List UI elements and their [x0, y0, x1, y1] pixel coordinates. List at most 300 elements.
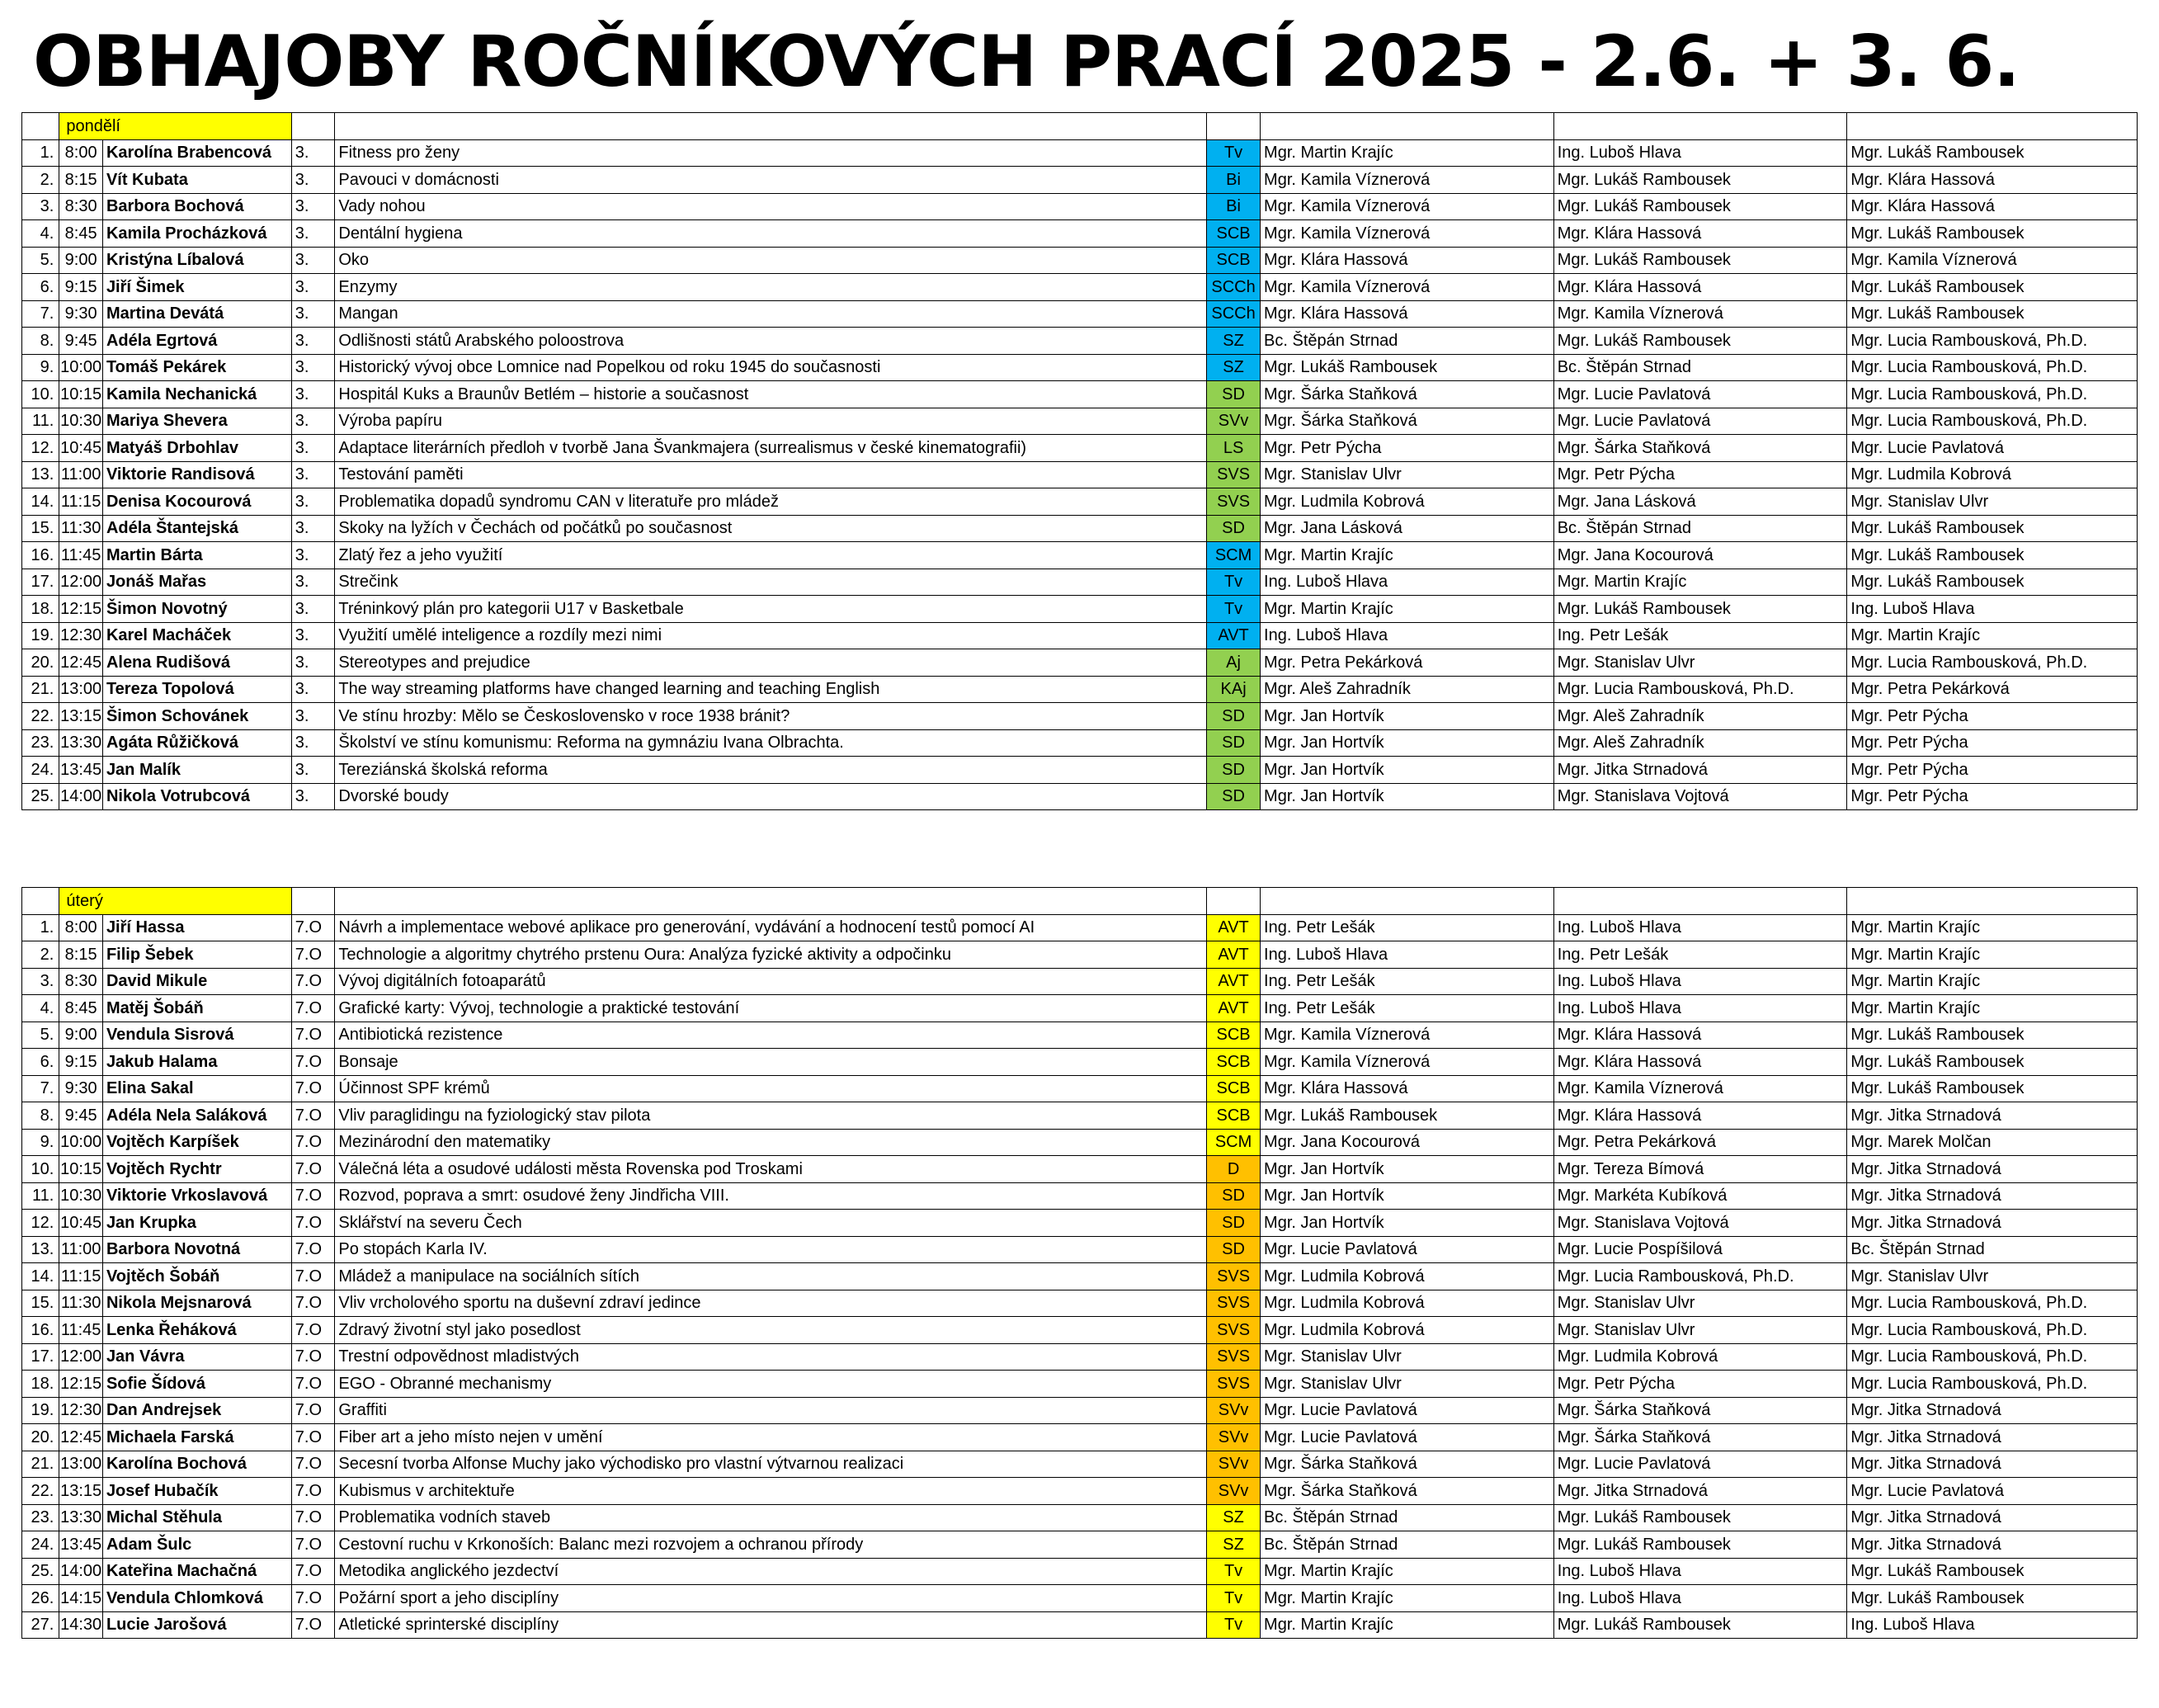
- time-cell: 14:15: [59, 1585, 103, 1612]
- supervisor-cell: Mgr. Kamila Víznerová: [1261, 193, 1554, 220]
- student-name-cell: Lucie Jarošová: [102, 1611, 291, 1639]
- thesis-title-cell: Po stopách Karla IV.: [335, 1236, 1207, 1263]
- row-number-cell: 17.: [22, 1343, 59, 1371]
- time-cell: 9:15: [59, 274, 103, 301]
- chair-cell: Mgr. Lukáš Rambousek: [1847, 1585, 2138, 1612]
- supervisor-cell: Bc. Štěpán Strnad: [1261, 1531, 1554, 1559]
- thesis-title-cell: Využití umělé inteligence a rozdíly mezi nimi: [335, 622, 1207, 649]
- student-name-cell: Karolína Brabencová: [102, 139, 291, 167]
- class-cell: 3.: [291, 729, 335, 757]
- student-name-cell: Kristýna Líbalová: [102, 247, 291, 274]
- student-name-cell: Viktorie Vrkoslavová: [102, 1182, 291, 1210]
- student-name-cell: Denisa Kocourová: [102, 488, 291, 516]
- chair-cell: Mgr. Petr Pýcha: [1847, 783, 2138, 810]
- time-cell: 12:30: [59, 1397, 103, 1424]
- time-cell: 8:15: [59, 167, 103, 194]
- subject-cell: SCB: [1207, 1075, 1261, 1102]
- subject-cell: SVv: [1207, 408, 1261, 435]
- thesis-title-cell: Vady nohou: [335, 193, 1207, 220]
- student-name-cell: Adéla Štantejská: [102, 515, 291, 542]
- supervisor-cell: Mgr. Lukáš Rambousek: [1261, 354, 1554, 381]
- table-row: [22, 783, 2138, 810]
- thesis-title-cell: Školství ve stínu komunismu: Reforma na gymnáziu Ivana Olbrachta.: [335, 729, 1207, 757]
- row-number-cell: 8.: [22, 328, 59, 355]
- chair-cell: Mgr. Jitka Strnadová: [1847, 1210, 2138, 1237]
- table-row: [22, 1075, 2138, 1102]
- subject-cell: SCM: [1207, 1129, 1261, 1156]
- chair-cell: Mgr. Lukáš Rambousek: [1847, 1558, 2138, 1585]
- table-row: [22, 1317, 2138, 1344]
- examiner-cell: Mgr. Šárka Staňková: [1553, 1424, 1847, 1451]
- student-name-cell: Jiří Šimek: [102, 274, 291, 301]
- subject-cell: Tv: [1207, 1585, 1261, 1612]
- thesis-title-cell: Vliv paraglidingu na fyziologický stav pilota: [335, 1102, 1207, 1130]
- table-row: [22, 914, 2138, 941]
- row-number-cell: 5.: [22, 1021, 59, 1049]
- header-cell: [22, 888, 59, 915]
- subject-cell: D: [1207, 1156, 1261, 1183]
- chair-cell: Bc. Štěpán Strnad: [1847, 1236, 2138, 1263]
- class-cell: 7.O: [291, 1397, 335, 1424]
- subject-cell: SCB: [1207, 220, 1261, 248]
- subject-cell: SCB: [1207, 1021, 1261, 1049]
- chair-cell: Mgr. Jitka Strnadová: [1847, 1182, 2138, 1210]
- row-number-cell: 7.: [22, 300, 59, 328]
- table-row: [22, 1611, 2138, 1639]
- row-number-cell: 24.: [22, 1531, 59, 1559]
- thesis-title-cell: Problematika dopadů syndromu CAN v literatuře pro mládež: [335, 488, 1207, 516]
- schedule-table-tuesday: [21, 887, 2138, 1639]
- table-row: [22, 729, 2138, 757]
- subject-cell: LS: [1207, 435, 1261, 462]
- class-cell: 3.: [291, 220, 335, 248]
- table-row: [22, 1397, 2138, 1424]
- supervisor-cell: Mgr. Ludmila Kobrová: [1261, 488, 1554, 516]
- subject-cell: Bi: [1207, 193, 1261, 220]
- thesis-title-cell: Dvorské boudy: [335, 783, 1207, 810]
- time-cell: 10:00: [59, 1129, 103, 1156]
- time-cell: 11:00: [59, 1236, 103, 1263]
- subject-cell: SVS: [1207, 461, 1261, 488]
- class-cell: 3.: [291, 515, 335, 542]
- student-name-cell: Karolína Bochová: [102, 1451, 291, 1478]
- row-number-cell: 23.: [22, 1504, 59, 1531]
- class-cell: 3.: [291, 328, 335, 355]
- examiner-cell: Mgr. Lucie Pavlatová: [1553, 1451, 1847, 1478]
- examiner-cell: Ing. Petr Lešák: [1553, 622, 1847, 649]
- supervisor-cell: Mgr. Kamila Víznerová: [1261, 1021, 1554, 1049]
- supervisor-cell: Ing. Petr Lešák: [1261, 968, 1554, 995]
- thesis-title-cell: Oko: [335, 247, 1207, 274]
- table-row: [22, 1129, 2138, 1156]
- supervisor-cell: Mgr. Kamila Víznerová: [1261, 167, 1554, 194]
- chair-cell: Mgr. Klára Hassová: [1847, 193, 2138, 220]
- class-cell: 7.O: [291, 1263, 335, 1290]
- student-name-cell: Lenka Řeháková: [102, 1317, 291, 1344]
- subject-cell: SD: [1207, 381, 1261, 408]
- table-row: [22, 1236, 2138, 1263]
- class-cell: 7.O: [291, 1210, 335, 1237]
- examiner-cell: Mgr. Stanislav Ulvr: [1553, 1290, 1847, 1317]
- table-row: [22, 1371, 2138, 1398]
- time-cell: 11:45: [59, 1317, 103, 1344]
- thesis-title-cell: Grafické karty: Vývoj, technologie a praktické testování: [335, 995, 1207, 1022]
- class-cell: 7.O: [291, 1049, 335, 1076]
- chair-cell: Mgr. Lukáš Rambousek: [1847, 1049, 2138, 1076]
- class-cell: 3.: [291, 435, 335, 462]
- subject-cell: SVS: [1207, 1343, 1261, 1371]
- examiner-cell: Mgr. Jana Kocourová: [1553, 542, 1847, 569]
- table-row: [22, 1182, 2138, 1210]
- supervisor-cell: Mgr. Šárka Staňková: [1261, 1451, 1554, 1478]
- chair-cell: Mgr. Lucia Rambousková, Ph.D.: [1847, 1371, 2138, 1398]
- examiner-cell: Mgr. Petr Pýcha: [1553, 461, 1847, 488]
- student-name-cell: Dan Andrejsek: [102, 1397, 291, 1424]
- examiner-cell: Mgr. Lucie Pavlatová: [1553, 381, 1847, 408]
- table-row: [22, 247, 2138, 274]
- supervisor-cell: Mgr. Jana Kocourová: [1261, 1129, 1554, 1156]
- supervisor-cell: Bc. Štěpán Strnad: [1261, 328, 1554, 355]
- examiner-cell: Bc. Štěpán Strnad: [1553, 515, 1847, 542]
- student-name-cell: Matěj Šobáň: [102, 995, 291, 1022]
- row-number-cell: 11.: [22, 408, 59, 435]
- thesis-title-cell: The way streaming platforms have changed learning and teaching English: [335, 676, 1207, 703]
- student-name-cell: Josef Hubačík: [102, 1478, 291, 1505]
- day-header-row: [22, 113, 2138, 140]
- time-cell: 8:00: [59, 139, 103, 167]
- subject-cell: SCB: [1207, 247, 1261, 274]
- examiner-cell: Ing. Luboš Hlava: [1553, 968, 1847, 995]
- subject-cell: SCCh: [1207, 300, 1261, 328]
- thesis-title-cell: Tréninkový plán pro kategorii U17 v Basketbale: [335, 596, 1207, 623]
- student-name-cell: David Mikule: [102, 968, 291, 995]
- examiner-cell: Ing. Luboš Hlava: [1553, 914, 1847, 941]
- table-row: [22, 1585, 2138, 1612]
- thesis-title-cell: Mezinárodní den matematiky: [335, 1129, 1207, 1156]
- time-cell: 10:45: [59, 435, 103, 462]
- row-number-cell: 23.: [22, 729, 59, 757]
- table-row: [22, 542, 2138, 569]
- thesis-title-cell: Odlišnosti států Arabského poloostrova: [335, 328, 1207, 355]
- table-row: [22, 435, 2138, 462]
- row-number-cell: 1.: [22, 139, 59, 167]
- student-name-cell: Nikola Votrubcová: [102, 783, 291, 810]
- supervisor-cell: Mgr. Martin Krajíc: [1261, 1585, 1554, 1612]
- examiner-cell: Mgr. Klára Hassová: [1553, 220, 1847, 248]
- subject-cell: SVv: [1207, 1478, 1261, 1505]
- supervisor-cell: Mgr. Kamila Víznerová: [1261, 220, 1554, 248]
- class-cell: 7.O: [291, 1451, 335, 1478]
- time-cell: 10:30: [59, 408, 103, 435]
- class-cell: 3.: [291, 783, 335, 810]
- time-cell: 10:00: [59, 354, 103, 381]
- student-name-cell: Barbora Bochová: [102, 193, 291, 220]
- subject-cell: SVS: [1207, 1263, 1261, 1290]
- row-number-cell: 20.: [22, 1424, 59, 1451]
- supervisor-cell: Mgr. Martin Krajíc: [1261, 542, 1554, 569]
- class-cell: 3.: [291, 408, 335, 435]
- student-name-cell: Jan Vávra: [102, 1343, 291, 1371]
- subject-cell: Aj: [1207, 649, 1261, 677]
- class-cell: 3.: [291, 461, 335, 488]
- chair-cell: Mgr. Ludmila Kobrová: [1847, 461, 2138, 488]
- table-row: [22, 1343, 2138, 1371]
- header-cell: [22, 113, 59, 140]
- student-name-cell: Michaela Farská: [102, 1424, 291, 1451]
- student-name-cell: Martin Bárta: [102, 542, 291, 569]
- time-cell: 14:30: [59, 1611, 103, 1639]
- chair-cell: Mgr. Lukáš Rambousek: [1847, 569, 2138, 596]
- student-name-cell: Jonáš Mařas: [102, 569, 291, 596]
- table-row: [22, 220, 2138, 248]
- row-number-cell: 13.: [22, 1236, 59, 1263]
- chair-cell: Mgr. Lukáš Rambousek: [1847, 220, 2138, 248]
- row-number-cell: 22.: [22, 703, 59, 730]
- row-number-cell: 4.: [22, 220, 59, 248]
- thesis-title-cell: Cestovní ruchu v Krkonoších: Balanc mezi rozvojem a ochranou přírody: [335, 1531, 1207, 1559]
- supervisor-cell: Mgr. Jan Hortvík: [1261, 1210, 1554, 1237]
- class-cell: 7.O: [291, 1611, 335, 1639]
- table-row: [22, 1049, 2138, 1076]
- examiner-cell: Mgr. Lukáš Rambousek: [1553, 193, 1847, 220]
- student-name-cell: Kateřina Machačná: [102, 1558, 291, 1585]
- header-cell: [1261, 888, 1554, 915]
- row-number-cell: 9.: [22, 354, 59, 381]
- student-name-cell: Michal Stěhula: [102, 1504, 291, 1531]
- row-number-cell: 4.: [22, 995, 59, 1022]
- time-cell: 14:00: [59, 783, 103, 810]
- thesis-title-cell: Hospitál Kuks a Braunův Betlém – historie a současnost: [335, 381, 1207, 408]
- table-row: [22, 1021, 2138, 1049]
- thesis-title-cell: Fiber art a jeho místo nejen v umění: [335, 1424, 1207, 1451]
- subject-cell: SVS: [1207, 1317, 1261, 1344]
- supervisor-cell: Mgr. Jana Lásková: [1261, 515, 1554, 542]
- chair-cell: Mgr. Lukáš Rambousek: [1847, 515, 2138, 542]
- thesis-title-cell: Testování paměti: [335, 461, 1207, 488]
- chair-cell: Mgr. Lucia Rambousková, Ph.D.: [1847, 649, 2138, 677]
- chair-cell: Ing. Luboš Hlava: [1847, 596, 2138, 623]
- class-cell: 3.: [291, 300, 335, 328]
- subject-cell: AVT: [1207, 914, 1261, 941]
- time-cell: 13:30: [59, 729, 103, 757]
- supervisor-cell: Mgr. Klára Hassová: [1261, 1075, 1554, 1102]
- supervisor-cell: Mgr. Klára Hassová: [1261, 300, 1554, 328]
- supervisor-cell: Mgr. Jan Hortvík: [1261, 1182, 1554, 1210]
- table-row: [22, 167, 2138, 194]
- row-number-cell: 3.: [22, 193, 59, 220]
- thesis-title-cell: Pavouci v domácnosti: [335, 167, 1207, 194]
- row-number-cell: 15.: [22, 1290, 59, 1317]
- class-cell: 7.O: [291, 1129, 335, 1156]
- chair-cell: Mgr. Martin Krajíc: [1847, 941, 2138, 969]
- chair-cell: Mgr. Klára Hassová: [1847, 167, 2138, 194]
- time-cell: 13:30: [59, 1504, 103, 1531]
- student-name-cell: Vojtěch Karpíšek: [102, 1129, 291, 1156]
- supervisor-cell: Mgr. Šárka Staňková: [1261, 381, 1554, 408]
- day-label-monday: pondělí: [59, 113, 291, 140]
- chair-cell: Mgr. Lucia Rambousková, Ph.D.: [1847, 1290, 2138, 1317]
- class-cell: 7.O: [291, 1182, 335, 1210]
- table-row: [22, 1504, 2138, 1531]
- subject-cell: SCCh: [1207, 274, 1261, 301]
- class-cell: 3.: [291, 676, 335, 703]
- time-cell: 13:15: [59, 703, 103, 730]
- class-cell: 7.O: [291, 1558, 335, 1585]
- examiner-cell: Mgr. Klára Hassová: [1553, 274, 1847, 301]
- student-name-cell: Matyáš Drbohlav: [102, 435, 291, 462]
- examiner-cell: Bc. Štěpán Strnad: [1553, 354, 1847, 381]
- supervisor-cell: Mgr. Ludmila Kobrová: [1261, 1317, 1554, 1344]
- student-name-cell: Nikola Mejsnarová: [102, 1290, 291, 1317]
- class-cell: 3.: [291, 354, 335, 381]
- supervisor-cell: Bc. Štěpán Strnad: [1261, 1504, 1554, 1531]
- chair-cell: Mgr. Jitka Strnadová: [1847, 1156, 2138, 1183]
- table-row: [22, 1210, 2138, 1237]
- supervisor-cell: Mgr. Lucie Pavlatová: [1261, 1424, 1554, 1451]
- thesis-title-cell: Tereziánská školská reforma: [335, 757, 1207, 784]
- row-number-cell: 5.: [22, 247, 59, 274]
- time-cell: 11:15: [59, 488, 103, 516]
- subject-cell: SZ: [1207, 354, 1261, 381]
- examiner-cell: Mgr. Šárka Staňková: [1553, 1397, 1847, 1424]
- table-row: [22, 381, 2138, 408]
- class-cell: 3.: [291, 193, 335, 220]
- student-name-cell: Jan Krupka: [102, 1210, 291, 1237]
- row-number-cell: 14.: [22, 488, 59, 516]
- subject-cell: SVv: [1207, 1397, 1261, 1424]
- row-number-cell: 6.: [22, 1049, 59, 1076]
- header-cell: [335, 113, 1207, 140]
- thesis-title-cell: Zlatý řez a jeho využití: [335, 542, 1207, 569]
- student-name-cell: Kamila Nechanická: [102, 381, 291, 408]
- thesis-title-cell: Fitness pro ženy: [335, 139, 1207, 167]
- student-name-cell: Alena Rudišová: [102, 649, 291, 677]
- table-row: [22, 488, 2138, 516]
- thesis-title-cell: EGO - Obranné mechanismy: [335, 1371, 1207, 1398]
- examiner-cell: Mgr. Ludmila Kobrová: [1553, 1343, 1847, 1371]
- row-number-cell: 12.: [22, 435, 59, 462]
- class-cell: 7.O: [291, 1102, 335, 1130]
- time-cell: 13:15: [59, 1478, 103, 1505]
- subject-cell: SVS: [1207, 1371, 1261, 1398]
- table-row: [22, 569, 2138, 596]
- class-cell: 3.: [291, 167, 335, 194]
- examiner-cell: Mgr. Lukáš Rambousek: [1553, 328, 1847, 355]
- class-cell: 7.O: [291, 1531, 335, 1559]
- row-number-cell: 25.: [22, 783, 59, 810]
- chair-cell: Mgr. Martin Krajíc: [1847, 968, 2138, 995]
- subject-cell: Tv: [1207, 1611, 1261, 1639]
- time-cell: 8:15: [59, 941, 103, 969]
- row-number-cell: 10.: [22, 1156, 59, 1183]
- row-number-cell: 2.: [22, 167, 59, 194]
- row-number-cell: 15.: [22, 515, 59, 542]
- chair-cell: Mgr. Lukáš Rambousek: [1847, 1021, 2138, 1049]
- thesis-title-cell: Sklářství na severu Čech: [335, 1210, 1207, 1237]
- time-cell: 8:45: [59, 995, 103, 1022]
- examiner-cell: Mgr. Aleš Zahradník: [1553, 729, 1847, 757]
- examiner-cell: Mgr. Lucie Pavlatová: [1553, 408, 1847, 435]
- header-cell: [1847, 888, 2138, 915]
- examiner-cell: Mgr. Stanislav Ulvr: [1553, 1317, 1847, 1344]
- student-name-cell: Vendula Sisrová: [102, 1021, 291, 1049]
- student-name-cell: Jiří Hassa: [102, 914, 291, 941]
- supervisor-cell: Mgr. Petra Pekárková: [1261, 649, 1554, 677]
- time-cell: 9:00: [59, 1021, 103, 1049]
- examiner-cell: Mgr. Klára Hassová: [1553, 1021, 1847, 1049]
- subject-cell: Tv: [1207, 596, 1261, 623]
- time-cell: 9:00: [59, 247, 103, 274]
- chair-cell: Mgr. Lucia Rambousková, Ph.D.: [1847, 328, 2138, 355]
- subject-cell: SD: [1207, 1210, 1261, 1237]
- class-cell: 7.O: [291, 968, 335, 995]
- header-cell: [1207, 113, 1261, 140]
- subject-cell: AVT: [1207, 968, 1261, 995]
- chair-cell: Mgr. Lukáš Rambousek: [1847, 139, 2138, 167]
- row-number-cell: 24.: [22, 757, 59, 784]
- row-number-cell: 11.: [22, 1182, 59, 1210]
- supervisor-cell: Mgr. Martin Krajíc: [1261, 596, 1554, 623]
- thesis-title-cell: Mládež a manipulace na sociálních sítích: [335, 1263, 1207, 1290]
- thesis-title-cell: Ve stínu hrozby: Mělo se Československo v roce 1938 bránit?: [335, 703, 1207, 730]
- thesis-title-cell: Metodika anglického jezdectví: [335, 1558, 1207, 1585]
- supervisor-cell: Mgr. Stanislav Ulvr: [1261, 1371, 1554, 1398]
- class-cell: 7.O: [291, 1478, 335, 1505]
- examiner-cell: Mgr. Lucia Rambousková, Ph.D.: [1553, 1263, 1847, 1290]
- chair-cell: Mgr. Lucia Rambousková, Ph.D.: [1847, 1317, 2138, 1344]
- examiner-cell: Mgr. Lukáš Rambousek: [1553, 1504, 1847, 1531]
- table-row: [22, 1290, 2138, 1317]
- thesis-title-cell: Problematika vodních staveb: [335, 1504, 1207, 1531]
- subject-cell: SVS: [1207, 488, 1261, 516]
- thesis-title-cell: Enzymy: [335, 274, 1207, 301]
- time-cell: 11:15: [59, 1263, 103, 1290]
- table-row: [22, 193, 2138, 220]
- examiner-cell: Mgr. Stanislav Ulvr: [1553, 649, 1847, 677]
- chair-cell: Ing. Luboš Hlava: [1847, 1611, 2138, 1639]
- student-name-cell: Adéla Nela Saláková: [102, 1102, 291, 1130]
- supervisor-cell: Ing. Petr Lešák: [1261, 995, 1554, 1022]
- chair-cell: Mgr. Lukáš Rambousek: [1847, 1075, 2138, 1102]
- time-cell: 11:45: [59, 542, 103, 569]
- supervisor-cell: Mgr. Šárka Staňková: [1261, 408, 1554, 435]
- chair-cell: Mgr. Petr Pýcha: [1847, 703, 2138, 730]
- thesis-title-cell: Vliv vrcholového sportu na duševní zdraví jedince: [335, 1290, 1207, 1317]
- time-cell: 14:00: [59, 1558, 103, 1585]
- subject-cell: SD: [1207, 1236, 1261, 1263]
- subject-cell: SCB: [1207, 1102, 1261, 1130]
- subject-cell: SZ: [1207, 1504, 1261, 1531]
- row-number-cell: 20.: [22, 649, 59, 677]
- class-cell: 3.: [291, 247, 335, 274]
- row-number-cell: 16.: [22, 542, 59, 569]
- time-cell: 8:00: [59, 914, 103, 941]
- examiner-cell: Mgr. Petra Pekárková: [1553, 1129, 1847, 1156]
- examiner-cell: Mgr. Markéta Kubíková: [1553, 1182, 1847, 1210]
- examiner-cell: Mgr. Tereza Bímová: [1553, 1156, 1847, 1183]
- row-number-cell: 21.: [22, 1451, 59, 1478]
- supervisor-cell: Mgr. Jan Hortvík: [1261, 783, 1554, 810]
- class-cell: 3.: [291, 542, 335, 569]
- supervisor-cell: Mgr. Ludmila Kobrová: [1261, 1263, 1554, 1290]
- examiner-cell: Mgr. Lukáš Rambousek: [1553, 1611, 1847, 1639]
- thesis-title-cell: Skoky na lyžích v Čechách od počátků po současnost: [335, 515, 1207, 542]
- table-row: [22, 1102, 2138, 1130]
- subject-cell: SCM: [1207, 542, 1261, 569]
- subject-cell: SD: [1207, 783, 1261, 810]
- time-cell: 8:30: [59, 968, 103, 995]
- thesis-title-cell: Antibiotická rezistence: [335, 1021, 1207, 1049]
